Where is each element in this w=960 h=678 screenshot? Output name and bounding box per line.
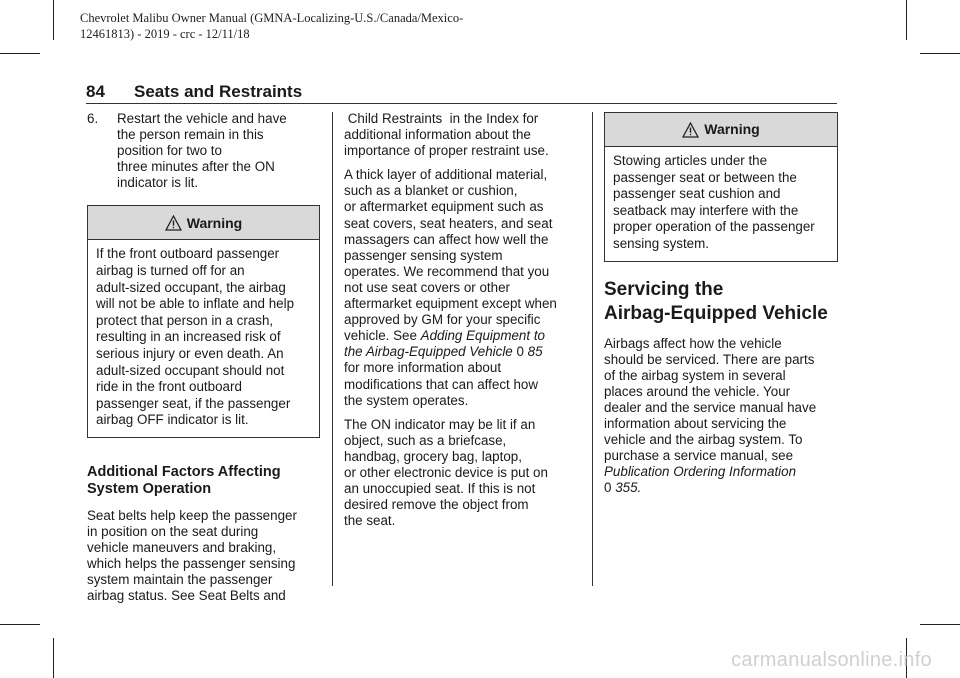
text-line: modifications that can affect how [344,376,539,392]
text-line: adult-sized occupant, the airbag [96,279,286,295]
text-line: vehicle and the airbag system. To [604,432,803,448]
text-line: aftermarket equipment except when [344,296,557,312]
page-ref-icon: 0 [516,344,524,360]
text-line: will not be able to inflate and help [96,296,295,312]
text-line: passenger seat or between the [613,169,797,185]
text-line: indicator is lit. [117,175,199,191]
text-line: seatback may interfere with the [613,202,799,218]
crop-mark [0,53,40,54]
text-line: information about servicing the [604,416,787,432]
warning-icon [682,122,699,138]
text-line [604,480,838,496]
warning-icon [165,215,182,231]
text-line: ride in the front outboard [96,379,242,395]
cross-reference-link[interactable]: Adding Equipment to [420,328,545,344]
crop-mark [920,53,960,54]
crop-mark [906,0,907,40]
text-line: resulting in an increased risk of [96,329,281,345]
text-line: an unoccupied seat. If this is not [344,481,536,497]
column-1 [87,111,320,605]
see-text: vehicle. See [344,328,421,344]
text-line: Seat belts help keep the passenger [87,508,297,523]
heading-line: Additional Factors Affecting [87,464,281,480]
header-line: Chevrolet Malibu Owner Manual (GMNA-Localizing-U.S./Canada/Mexico- [80,11,464,25]
crop-mark [920,624,960,625]
text-line: passenger seat cushion and [613,186,781,202]
warning-box [604,112,838,262]
heading-line: System Operation [87,481,212,497]
crop-mark [53,638,54,678]
step-text [117,111,287,191]
page-number: 84 [86,82,105,101]
warning-header [605,113,837,147]
text-line: Stowing articles under the [613,153,768,168]
paragraph [344,167,584,408]
paragraph [344,111,584,159]
warning-header [88,206,319,240]
text-line: or other electronic device is put on [344,464,548,480]
heading-line: Servicing the [604,278,724,300]
text-line: such as a blanket or cushion, [344,183,518,199]
text-line: the seat. [344,513,396,529]
text-line: or aftermarket equipment such as [344,199,544,215]
text-line: three minutes after the ON [117,159,275,175]
section-title [604,278,838,326]
text-line: position for two to [117,143,222,159]
text-line: system maintain the passenger [87,572,273,588]
text-line: proper operation of the passenger [613,219,815,235]
column-2 [344,111,584,537]
text-line: If the front outboard passenger [96,246,280,262]
cross-reference-link[interactable]: the Airbag-Equipped Vehicle [344,344,513,360]
crop-mark [0,624,40,625]
text-line: for more information about [344,360,502,376]
text-line: A thick layer of additional material, [344,167,548,183]
text-line: places around the vehicle. Your [604,383,791,399]
step-item [87,111,320,191]
text-line: in position on the seat during [87,524,259,540]
text-line: approved by GM for your specific [344,312,541,328]
crop-mark [53,0,54,40]
warning-title: Warning [704,121,760,138]
cross-reference-link[interactable]: Publication Ordering Information [604,464,797,480]
text-line: the person remain in this [117,127,264,143]
paragraph [344,417,584,530]
page-reference[interactable]: 355. [615,480,642,496]
text-line: of the airbag system in several [604,367,786,383]
text-line: passenger sensing system [344,247,503,263]
text-line: the system operates. [344,392,469,408]
text-line: passenger seat, if the passenger [96,395,291,411]
text-line: airbag OFF indicator is lit. [96,412,249,428]
text-line: importance of proper restraint use. [344,143,549,159]
warning-box [87,205,320,438]
text-line: protect that person in a crash, [96,312,274,328]
warning-title: Warning [186,214,243,231]
text-line: should be serviced. There are parts [604,351,815,367]
text-line: dealer and the service manual have [604,399,817,415]
header-rule [86,103,837,104]
paragraph [604,336,838,497]
column-3 [604,111,838,497]
text-line: Child Restraints in the Index for [344,111,539,126]
text-line: vehicle maneuvers and braking, [87,540,277,556]
text-line: sensing system. [613,235,710,251]
text-line [344,328,584,344]
text-line [344,344,584,360]
text-line: seat covers, seat heaters, and seat [344,215,553,231]
text-line: purchase a service manual, see [604,448,794,464]
section-title: Seats and Restraints [134,82,303,101]
text-line: The ON indicator may be lit if an [344,416,536,432]
page-reference[interactable]: 85 [527,344,543,360]
column-divider [592,112,593,586]
text-line: object, such as a briefcase, [344,432,507,448]
text-line: desired remove the object from [344,497,529,513]
text-line: which helps the passenger sensing [87,556,296,572]
text-line: adult-sized occupant should not [96,362,285,378]
heading-line: Airbag-Equipped Vehicle [604,302,828,324]
text-line: airbag status. See Seat Belts and [87,588,286,604]
subsection-heading [87,464,320,498]
text-line: airbag is turned off for an [96,263,245,279]
paragraph [87,508,320,605]
text-line: Airbags affect how the vehicle [604,335,782,351]
text-line: handbag, grocery bag, laptop, [344,448,522,464]
watermark: carmanualsonline.info [731,649,932,671]
text-line: massagers can affect how well the [344,231,549,247]
text-line: not use seat covers or other [344,279,510,295]
text-line: operates. We recommend that you [344,263,550,279]
text-line: serious injury or even death. An [96,346,284,362]
page-ref-icon: 0 [604,480,612,496]
warning-body [88,240,319,437]
section-heading [86,82,302,102]
text-line: additional information about the [344,127,531,143]
warning-body [605,147,837,261]
document-header [80,10,463,42]
text-line: Restart the vehicle and have [117,111,287,126]
step-number: 6. [87,111,99,126]
column-divider [332,112,333,586]
header-line: 12461813) - 2019 - crc - 12/11/18 [80,27,250,41]
